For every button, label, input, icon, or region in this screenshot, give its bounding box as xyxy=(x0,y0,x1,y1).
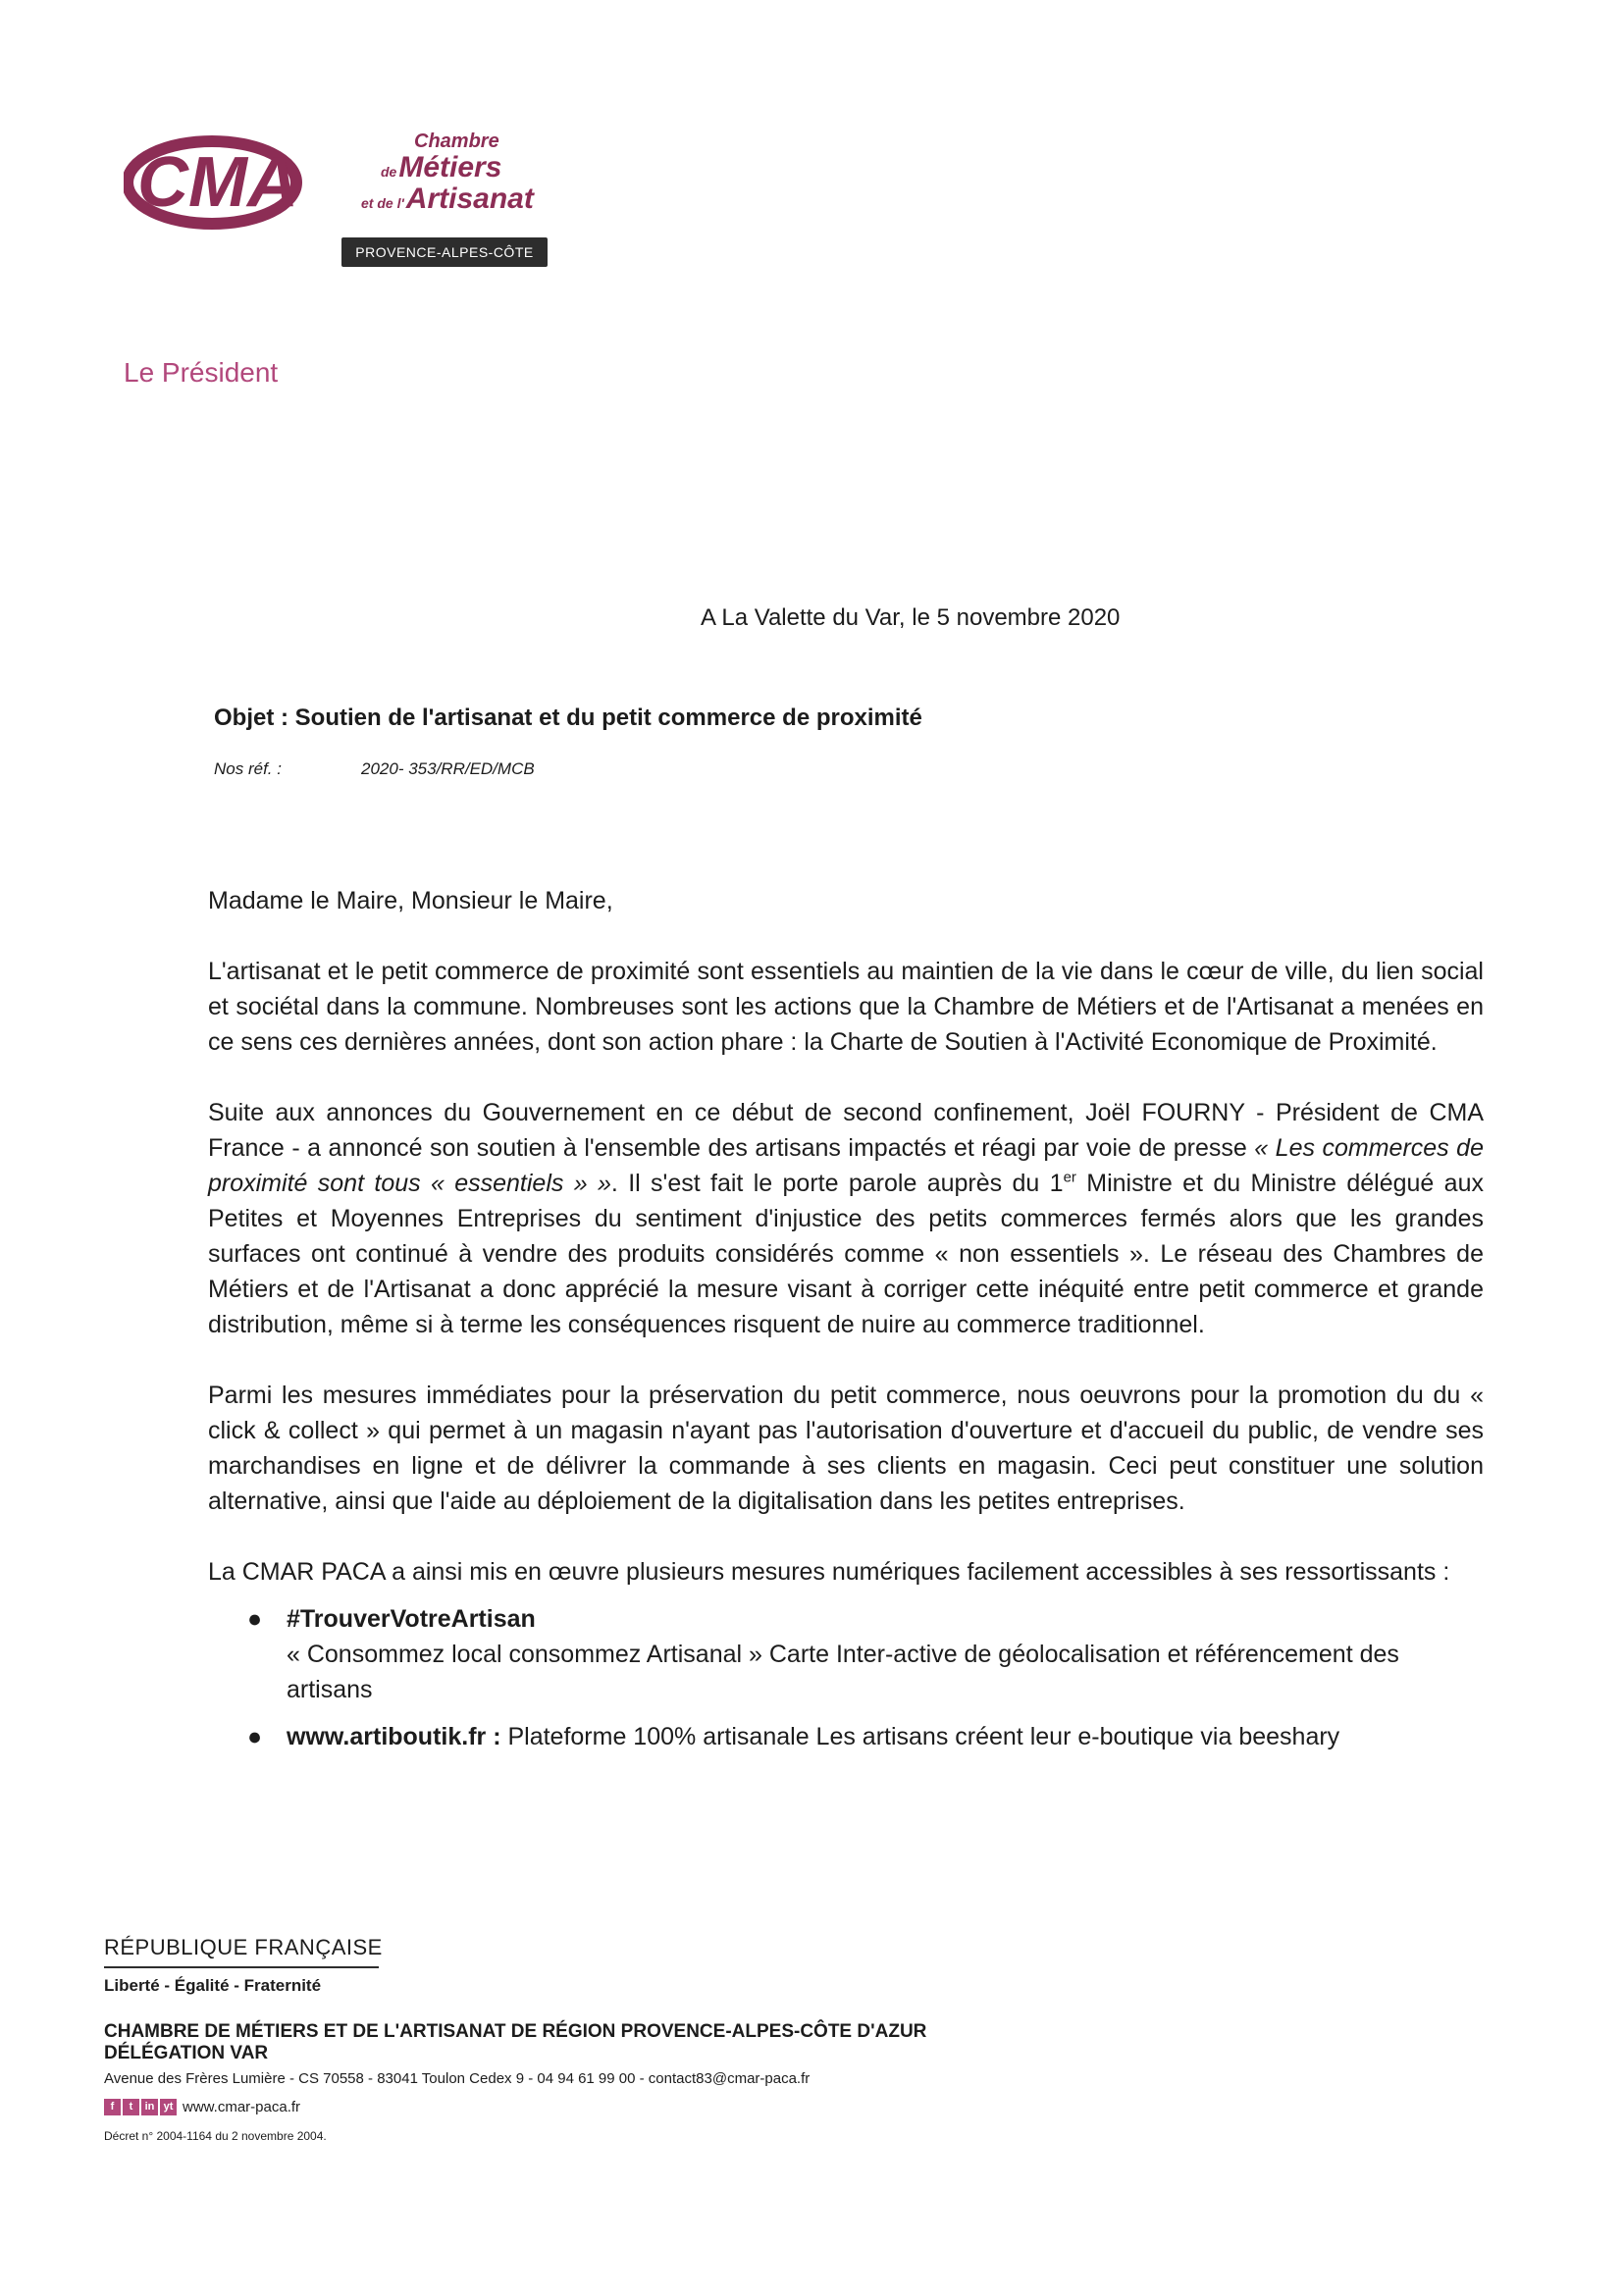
salutation: Madame le Maire, Monsieur le Maire, xyxy=(208,887,613,914)
paragraph-2-part-b: . Il s'est fait le porte parole auprès du 1 xyxy=(610,1170,1064,1197)
logo-region-band: PROVENCE-ALPES-CÔTE D'AZUR xyxy=(341,237,548,267)
president-heading: Le Président xyxy=(124,357,279,388)
measure-description: Plateforme 100% artisanale Les artisans créent leur e-boutique via beeshary xyxy=(500,1723,1340,1750)
paragraph-4: La CMAR PACA a ainsi mis en œuvre plusieurs mesures numériques facilement accessibles à ses ressortissants : xyxy=(208,1558,1450,1586)
letter-reference xyxy=(214,759,535,779)
decree-note: Décret n° 2004-1164 du 2 novembre 2004. xyxy=(104,2129,327,2143)
logo-line-2 xyxy=(381,152,577,183)
paragraph-3: Parmi les mesures immédiates pour la préservation du petit commerce, nous oeuvrons pour la promotion du du « click & collect » qui permet à un magasin n'ayant pas l'autorisation d'ouverture et d'accueil du public, de vendre ses marchandises en ligne et de délivrer la commande à ses clients en magasin. Ceci peut constituer une solution alternative, ainsi que l'aide au déploiement de la digitalisation dans les petites entreprises. xyxy=(208,1382,1484,1515)
logo-line-1: Chambre xyxy=(414,130,499,152)
measure-description: « Consommez local consommez Artisanal » Carte Inter-active de géolocalisation et référencement des artisans xyxy=(287,1641,1399,1703)
logo-line-2-main: Métiers xyxy=(398,151,502,183)
linkedin-icon[interactable]: in xyxy=(141,2099,158,2115)
organisation-line-1: CHAMBRE DE MÉTIERS ET DE L'ARTISANAT DE RÉGION PROVENCE-ALPES-CÔTE D'AZUR xyxy=(104,2021,927,2042)
paragraph-2-part-c: Ministre et du Ministre délégué aux Petites et Moyennes Entreprises du sentiment d'injustice des petits commerces fermés alors que les grandes surfaces ont continué à vendre des produits considérés comme « non essentiels ». Le réseau des Chambres de Métiers et de l'Artisanat a donc apprécié la mesure visant à corriger cette inéquité entre petit commerce et grande distribution, même si à terme les conséquences risquent de nuire au commerce traditionnel. xyxy=(208,1170,1484,1338)
organisation-address: Avenue des Frères Lumière - CS 70558 - 83041 Toulon Cedex 9 - 04 94 61 99 00 - contact83@cmar-paca.fr xyxy=(104,2070,811,2087)
paragraph-2 xyxy=(208,1095,1484,1342)
list-item xyxy=(247,1601,1484,1707)
logo-line-3 xyxy=(361,183,577,215)
cma-logo xyxy=(124,122,575,289)
letter-date: A La Valette du Var, le 5 novembre 2020 xyxy=(701,604,1121,631)
cma-logo-initials: CMA xyxy=(137,143,298,222)
measure-link[interactable]: www.artiboutik.fr : xyxy=(287,1723,501,1750)
organisation-line-2: DÉLÉGATION VAR xyxy=(104,2043,269,2063)
measure-title: #TrouverVotreArtisan xyxy=(287,1605,536,1633)
list-item xyxy=(247,1719,1484,1754)
footer-divider xyxy=(104,1966,379,1968)
bullet-icon: ● xyxy=(247,1723,263,1750)
web-row xyxy=(104,2099,1282,2115)
social-icons xyxy=(104,2099,177,2115)
youtube-icon[interactable]: yt xyxy=(160,2099,177,2115)
paragraph-2-part-a: Suite aux annonces du Gouvernement en ce début de second confinement, Joël FOURNY - Président de CMA France - a annoncé son soutien à l'ensemble des artisans impactés et réagi par voie de presse xyxy=(208,1099,1484,1162)
letter-subject: Objet : Soutien de l'artisanat et du petit commerce de proximité xyxy=(214,704,922,731)
paragraph-2-superscript: er xyxy=(1063,1169,1076,1186)
letter-footer xyxy=(104,1935,1282,2143)
paragraph-1: L'artisanat et le petit commerce de proximité sont essentiels au maintien de la vie dans le cœur de ville, du lien social et sociétal dans la commune. Nombreuses sont les actions que la Chambre de Métiers et de l'Artisanat a menées en ce sens ces dernières années, dont son action phare : la Charte de Soutien à l'Activité Economique de Proximité. xyxy=(208,958,1484,1056)
logo-line-3-small: et de l' xyxy=(361,194,404,211)
cma-logo-mark xyxy=(124,122,340,239)
bullet-icon: ● xyxy=(247,1605,263,1633)
reference-label: Nos réf. : xyxy=(214,759,282,778)
republic-label: RÉPUBLIQUE FRANÇAISE xyxy=(104,1935,383,1959)
logo-line-3-main: Artisanat xyxy=(405,182,534,215)
reference-number: 2020- 353/RR/ED/MCB xyxy=(361,759,535,778)
organisation-name xyxy=(104,2021,1282,2064)
republic-motto: Liberté - Égalité - Fraternité xyxy=(104,1976,322,1995)
facebook-icon[interactable]: f xyxy=(104,2099,121,2115)
cma-logo-text xyxy=(351,131,577,214)
letter-body xyxy=(208,883,1484,1766)
logo-line-2-small: de xyxy=(381,164,397,180)
website-link[interactable]: www.cmar-paca.fr xyxy=(183,2099,301,2115)
twitter-icon[interactable]: t xyxy=(123,2099,139,2115)
measures-list xyxy=(208,1601,1484,1754)
paragraph-2-quote: « Les commerces de proximité sont tous « essentiels » » xyxy=(208,1134,1484,1197)
